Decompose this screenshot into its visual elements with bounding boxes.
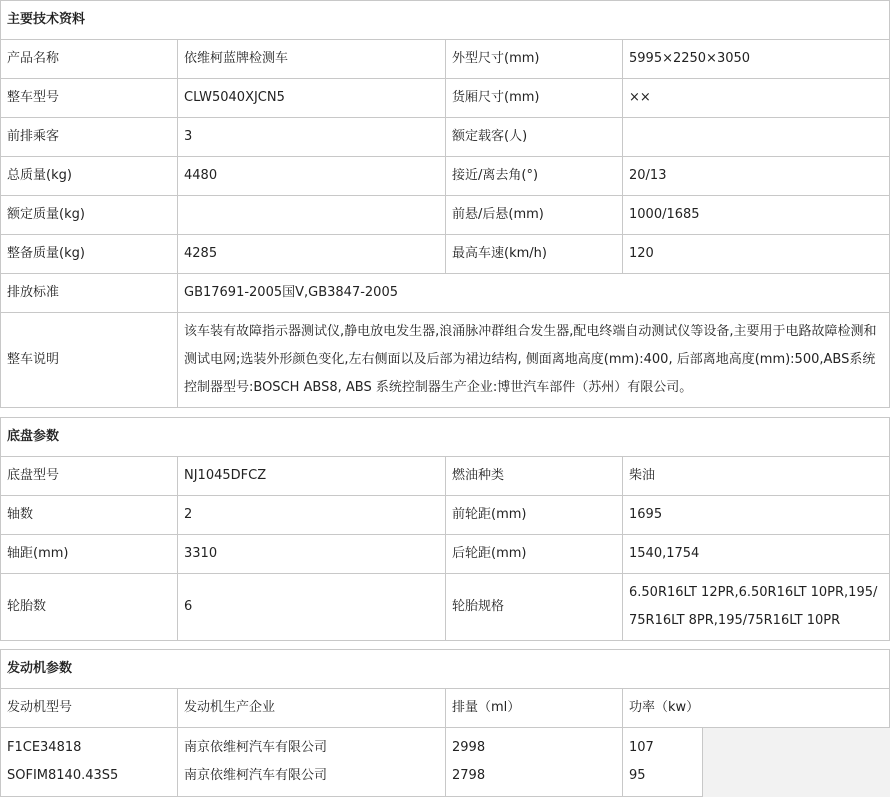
engine-maker: 南京依维柯汽车有限公司 xyxy=(184,740,328,755)
field-label: 接近/离去角(°) xyxy=(446,157,623,196)
chassis-table xyxy=(0,417,890,641)
field-value: 5995×2250×3050 xyxy=(623,40,890,79)
field-label: 前悬/后悬(mm) xyxy=(446,196,623,235)
column-header: 发动机型号 xyxy=(1,689,178,728)
engine-values-row xyxy=(1,728,890,797)
table-row xyxy=(1,574,890,641)
tire-spec-value: 6.50R16LT 12PR,6.50R16LT 10PR,195/75R16LT 8PR,195/75R16LT 10PR xyxy=(623,574,890,641)
field-label: 产品名称 xyxy=(1,40,178,79)
field-value: 1695 xyxy=(623,496,890,535)
column-header: 发动机生产企业 xyxy=(178,689,446,728)
field-value: 20/13 xyxy=(623,157,890,196)
table-row xyxy=(1,496,890,535)
field-value: 120 xyxy=(623,235,890,274)
field-label: 底盘型号 xyxy=(1,457,178,496)
field-value: ×× xyxy=(623,79,890,118)
field-value: 1000/1685 xyxy=(623,196,890,235)
section-title: 主要技术资料 xyxy=(1,1,890,40)
field-value: NJ1045DFCZ xyxy=(178,457,446,496)
chassis-section xyxy=(0,417,889,641)
table-row xyxy=(1,196,890,235)
field-label: 整备质量(kg) xyxy=(1,235,178,274)
table-row xyxy=(1,157,890,196)
field-label: 整车型号 xyxy=(1,79,178,118)
field-label: 轴数 xyxy=(1,496,178,535)
table-row xyxy=(1,79,890,118)
column-header: 功率（kw） xyxy=(623,689,890,728)
engine-makers-cell xyxy=(178,728,446,797)
column-header: 排量（ml） xyxy=(446,689,623,728)
field-value: 3 xyxy=(178,118,446,157)
engine-displacement: 2798 xyxy=(452,768,486,783)
field-label: 额定质量(kg) xyxy=(1,196,178,235)
field-label: 轴距(mm) xyxy=(1,535,178,574)
field-value: 4480 xyxy=(178,157,446,196)
engine-table xyxy=(0,649,890,797)
engine-header-row xyxy=(1,689,890,728)
field-value: 柴油 xyxy=(623,457,890,496)
table-row xyxy=(1,274,890,313)
emission-value: GB17691-2005国Ⅴ,GB3847-2005 xyxy=(178,274,890,313)
engine-power: 107 xyxy=(629,740,654,755)
field-value: 2 xyxy=(178,496,446,535)
engine-maker: 南京依维柯汽车有限公司 xyxy=(184,768,328,783)
engine-displacement-cell xyxy=(446,728,623,797)
engine-models-cell xyxy=(1,728,178,797)
field-value: 依维柯蓝牌检测车 xyxy=(178,40,446,79)
empty-filler-cell xyxy=(703,728,890,797)
field-label: 燃油种类 xyxy=(446,457,623,496)
table-row xyxy=(1,457,890,496)
field-value xyxy=(623,118,890,157)
field-value xyxy=(178,196,446,235)
section-title: 发动机参数 xyxy=(1,650,890,689)
description-value: 该车装有故障指示器测试仪,静电放电发生器,浪涌脉冲群组合发生器,配电终端自动测试仪等设备,主要用于电路故障检测和测试电网;选装外形颜色变化,左右侧面以及后部为裙边结构, 侧面离地高度(mm):400, 后部离地高度(mm):500,ABS系统控制器型号:BOSCH ABS8, ABS 系统控制器生产企业:博世汽车部件（苏州）有限公司。 xyxy=(178,313,890,408)
engine-model: SOFIM8140.43S5 xyxy=(7,768,119,783)
field-label: 外型尺寸(mm) xyxy=(446,40,623,79)
field-label: 前排乘客 xyxy=(1,118,178,157)
description-label: 整车说明 xyxy=(1,313,178,408)
table-row xyxy=(1,118,890,157)
engine-model: F1CE34818 xyxy=(7,740,82,755)
field-label: 前轮距(mm) xyxy=(446,496,623,535)
section-title: 底盘参数 xyxy=(1,418,890,457)
field-value: CLW5040XJCN5 xyxy=(178,79,446,118)
table-row xyxy=(1,535,890,574)
tire-count-label: 轮胎数 xyxy=(1,574,178,641)
emission-label: 排放标准 xyxy=(1,274,178,313)
table-row xyxy=(1,235,890,274)
field-label: 总质量(kg) xyxy=(1,157,178,196)
engine-displacement: 2998 xyxy=(452,740,486,755)
tire-spec-label: 轮胎规格 xyxy=(446,574,623,641)
field-label: 最高车速(km/h) xyxy=(446,235,623,274)
engine-power-cell xyxy=(623,728,703,797)
field-value: 1540,1754 xyxy=(623,535,890,574)
field-label: 货厢尺寸(mm) xyxy=(446,79,623,118)
field-value: 3310 xyxy=(178,535,446,574)
field-label: 后轮距(mm) xyxy=(446,535,623,574)
engine-section xyxy=(0,649,889,797)
table-row xyxy=(1,313,890,408)
table-row xyxy=(1,40,890,79)
engine-power: 95 xyxy=(629,768,646,783)
field-label: 额定载客(人) xyxy=(446,118,623,157)
field-value: 4285 xyxy=(178,235,446,274)
tire-count-value: 6 xyxy=(178,574,446,641)
